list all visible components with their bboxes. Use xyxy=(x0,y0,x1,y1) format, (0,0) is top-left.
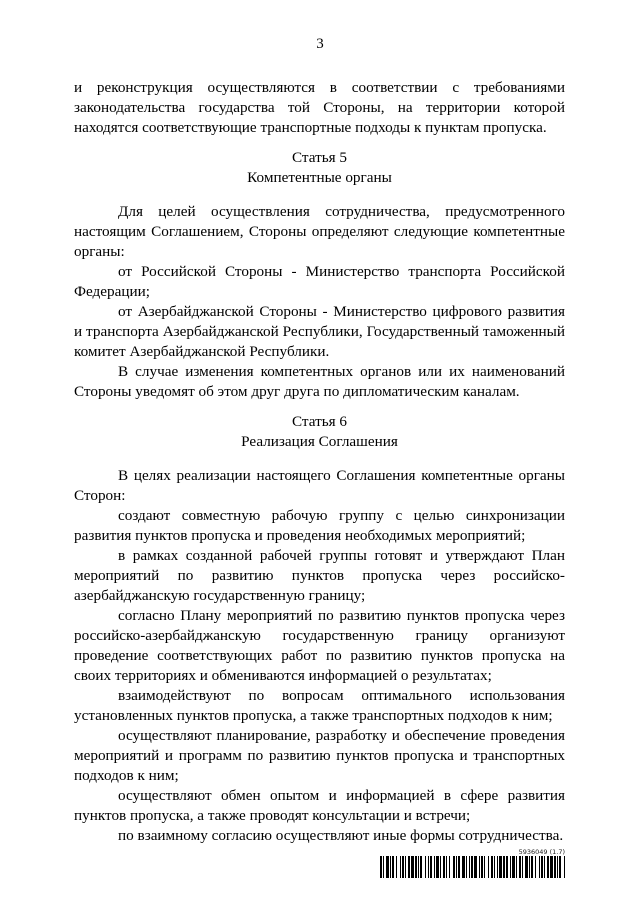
barcode-icon xyxy=(380,856,565,878)
barcode-caption: 5936049 (1.7) xyxy=(518,848,565,856)
article-6-paragraph: согласно Плану мероприятий по развитию пунктов пропуска через российско-азербайджанскую государственную границу организуют проведение соответствующих работ по развитию пунктов пропуска на своих территориях и обмениваются информацией о результатах; xyxy=(74,607,565,684)
document-barcode xyxy=(380,848,565,878)
document-body xyxy=(74,78,565,846)
article-6-paragraph: осуществляют планирование, разработку и обеспечение проведения мероприятий и программ по развитию пунктов пропуска и транспортных подходов к ним; xyxy=(74,727,565,784)
article-5-paragraph: от Азербайджанской Стороны - Министерство цифрового развития и транспорта Азербайджанской Республики, Государственный таможенный комитет Азербайджанской Республики. xyxy=(74,303,565,360)
article-6-paragraph: В целях реализации настоящего Соглашения компетентные органы Сторон: xyxy=(74,467,565,504)
article-6-number: Статья 6 xyxy=(291,413,348,430)
article-6-paragraph: осуществляют обмен опытом и информацией в сфере развития пунктов пропуска, а также проводят консультации и встречи; xyxy=(74,787,565,824)
article-5-title: Компетентные органы xyxy=(247,169,392,186)
article-6-paragraph: создают совместную рабочую группу с целью синхронизации развития пунктов пропуска и проведения необходимых мероприятий; xyxy=(74,507,565,544)
article-5-number: Статья 5 xyxy=(291,149,348,166)
article-5-paragraph: от Российской Стороны - Министерство транспорта Российской Федерации; xyxy=(74,263,565,300)
article-6-paragraph: по взаимному согласию осуществляют иные формы сотрудничества. xyxy=(118,827,564,844)
article-5-paragraph: В случае изменения компетентных органов или их наименований Стороны уведомят об этом друг друга по дипломатическим каналам. xyxy=(74,363,565,400)
article-5-paragraph: Для целей осуществления сотрудничества, предусмотренного настоящим Соглашением, Стороны определяют следующие компетентные органы: xyxy=(74,203,565,260)
article-6-paragraph: взаимодействуют по вопросам оптимального использования установленных пунктов пропуска, а также транспортных подходов к ним; xyxy=(74,687,565,724)
article-6-title: Реализация Соглашения xyxy=(241,433,398,450)
article-6-paragraph: в рамках созданной рабочей группы готовят и утверждают План мероприятий по развитию пунктов пропуска через российско-азербайджанскую государственную границу; xyxy=(74,547,565,604)
page-number: 3 xyxy=(316,36,324,52)
intro-paragraph: и реконструкция осуществляются в соответствии с требованиями законодательства государства той Стороны, на территории которой находятся соответствующие транспортные подходы к пунктам пропуска. xyxy=(74,79,565,136)
